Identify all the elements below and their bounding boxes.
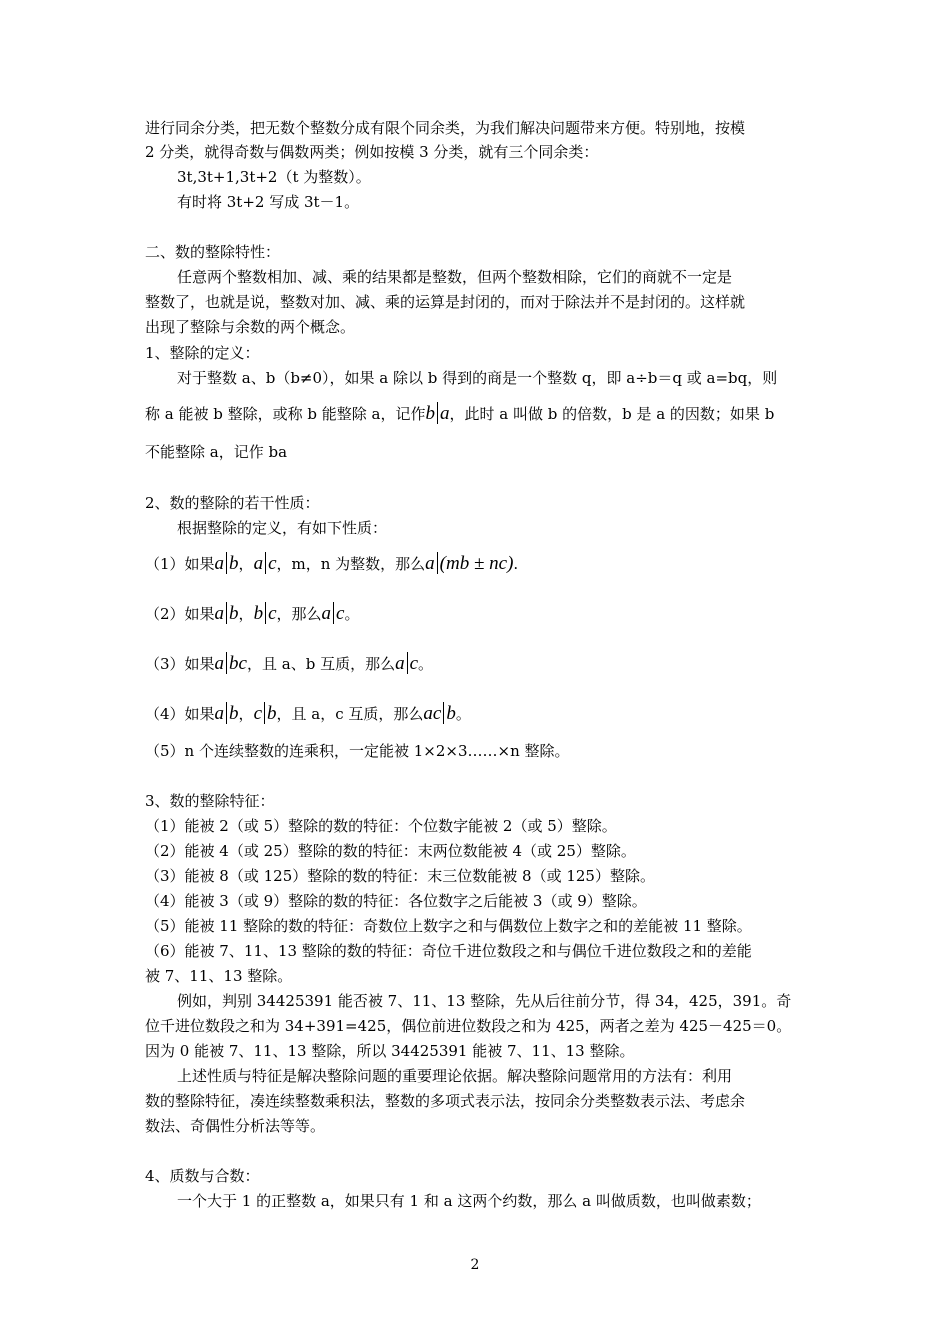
subheading-properties: 2、数的整除的若干性质： (145, 494, 320, 512)
example-line-2: 位千进位数段之和为 34+391=425，偶位前进位数段之和为 425，两者之差为 425－425＝0。 (145, 1017, 792, 1035)
feature-item: （1）能被 2（或 5）整除的数的特征：个位数字能被 2（或 5）整除。 (145, 817, 617, 835)
math-dividend: a (439, 403, 450, 424)
subheading-definition: 1、整除的定义： (145, 344, 260, 362)
property-text: . (513, 555, 519, 573)
math-term: a (395, 653, 405, 674)
math-term: ac (423, 703, 442, 724)
divides-bar (226, 702, 227, 724)
paragraph-line: 出现了整除与余数的两个概念。 (145, 318, 356, 336)
intro-line-2: 2 分类，就得奇数与偶数两类；例如按模 3 分类，就有三个同余类： (145, 143, 599, 161)
math-term: b (229, 703, 239, 724)
math-term: c (409, 653, 419, 674)
math-divisor: b (425, 403, 435, 424)
example-line-1: 例如，判别 34425391 能否被 7、11、13 整除，先从后往前分节，得 34，425，391。奇 (177, 992, 792, 1010)
math-term: c (268, 553, 277, 574)
divides-bar (226, 602, 227, 624)
properties-intro: 根据整除的定义，有如下性质： (177, 519, 388, 537)
page-number: 2 (470, 1257, 480, 1273)
definition-text: 称 a 能被 b 整除，或称 b 能整除 a，记作 (145, 405, 426, 423)
feature-item: （2）能被 4（或 25）整除的数的特征：末两位数能被 4（或 25）整除。 (145, 842, 636, 860)
math-term: b (229, 553, 239, 574)
property-text: ，且 a，c 互质，那么 (276, 705, 424, 723)
property-text: 。 (344, 605, 360, 623)
feature-item: （4）能被 3（或 9）整除的数的特征：各位数字之后能被 3（或 9）整除。 (145, 892, 647, 910)
feature-item: （5）能被 11 整除的数的特征：奇数位上数字之和与偶数位上数字之和的差能被 11 整除。 (145, 917, 752, 935)
intro-line-4: 有时将 3t+2 写成 3t－1。 (177, 193, 360, 211)
paragraph-line: 任意两个整数相加、减、乘的结果都是整数，但两个整数相除，它们的商就不一定是 (177, 268, 733, 286)
property-text: 。 (455, 705, 471, 723)
definition-text: ，此时 a 叫做 b 的倍数，b 是 a 的因数；如果 b (449, 405, 775, 423)
subheading-features: 3、数的整除特征： (145, 792, 275, 810)
math-term: a (214, 553, 225, 574)
property-text: ，那么 (276, 605, 322, 623)
definition-line-3: 不能整除 a，记作 ba (145, 443, 288, 461)
divides-bar (437, 402, 438, 424)
property-text: ， (238, 605, 254, 623)
divides-bar (443, 702, 444, 724)
property-text: （2）如果 (145, 605, 215, 623)
property-text: ， (238, 555, 254, 573)
divides-bar (264, 702, 265, 724)
math-term: b (267, 703, 277, 724)
math-term: (mb ± nc) (439, 553, 514, 574)
feature-item: （3）能被 8（或 125）整除的数的特征：末三位数能被 8（或 125）整除。 (145, 867, 655, 885)
divides-bar (226, 652, 227, 674)
math-term: c (336, 603, 345, 624)
subheading-primes: 4、质数与合数： (145, 1167, 260, 1185)
property-5: （5）n 个连续整数的连乘积，一定能被 1×2×3……×n 整除。 (145, 742, 570, 760)
divides-bar (265, 602, 266, 624)
property-1 (145, 552, 518, 574)
divides-bar (407, 652, 408, 674)
feature-item: 被 7、11、13 整除。 (145, 967, 293, 985)
math-term: c (253, 703, 262, 724)
property-text: ，且 a、b 互质，那么 (246, 655, 396, 673)
math-term: bc (229, 653, 247, 674)
definition-line-2 (145, 402, 774, 424)
summary-line-1: 上述性质与特征是解决整除问题的重要理论依据。解决整除问题常用的方法有：利用 (177, 1067, 733, 1085)
math-term: b (446, 703, 456, 724)
divides-bar (333, 602, 334, 624)
math-term: b (229, 603, 239, 624)
property-text: ， (238, 705, 254, 723)
math-term: a (425, 553, 435, 574)
prime-definition-line: 一个大于 1 的正整数 a，如果只有 1 和 a 这两个约数，那么 a 叫做质数，也叫做素数； (177, 1192, 761, 1210)
definition-line-1: 对于整数 a、b（b≠0），如果 a 除以 b 得到的商是一个整数 q，即 a÷b＝q 或 a=bq，则 (177, 369, 778, 387)
summary-line-3: 数法、奇偶性分析法等等。 (145, 1117, 326, 1135)
math-term: c (268, 603, 277, 624)
divides-bar (226, 552, 227, 574)
divides-bar (437, 552, 438, 574)
intro-line-1: 进行同余分类，把无数个整数分成有限个同余类，为我们解决问题带来方便。特别地，按模 (145, 119, 746, 137)
property-4 (145, 702, 471, 724)
math-term: a (214, 603, 225, 624)
intro-line-3: 3t,3t+1,3t+2（t 为整数）。 (177, 168, 371, 186)
section-heading-divisibility: 二、数的整除特性： (145, 243, 281, 261)
property-text: （4）如果 (145, 705, 215, 723)
property-text: （3）如果 (145, 655, 215, 673)
example-line-3: 因为 0 能被 7、11、13 整除，所以 34425391 能被 7、11、13 整除。 (145, 1042, 635, 1060)
paragraph-line: 整数了，也就是说，整数对加、减、乘的运算是封闭的，而对于除法并不是封闭的。这样就 (145, 293, 746, 311)
feature-item: （6）能被 7、11、13 整除的数的特征：奇位千进位数段之和与偶位千进位数段之和的差能 (145, 942, 752, 960)
property-3 (145, 652, 433, 674)
divides-bar (265, 552, 266, 574)
math-term: a (214, 653, 225, 674)
property-text: （1）如果 (145, 555, 215, 573)
math-term: a (214, 703, 225, 724)
summary-line-2: 数的整除特征，凑连续整数乘积法，整数的多项式表示法，按同余分类整数表示法、考虑余 (145, 1092, 746, 1110)
math-term: a (321, 603, 332, 624)
property-text: ，m，n 为整数，那么 (276, 555, 426, 573)
property-2 (145, 602, 359, 624)
math-term: a (253, 553, 264, 574)
property-text: 。 (418, 655, 434, 673)
math-term: b (253, 603, 264, 624)
